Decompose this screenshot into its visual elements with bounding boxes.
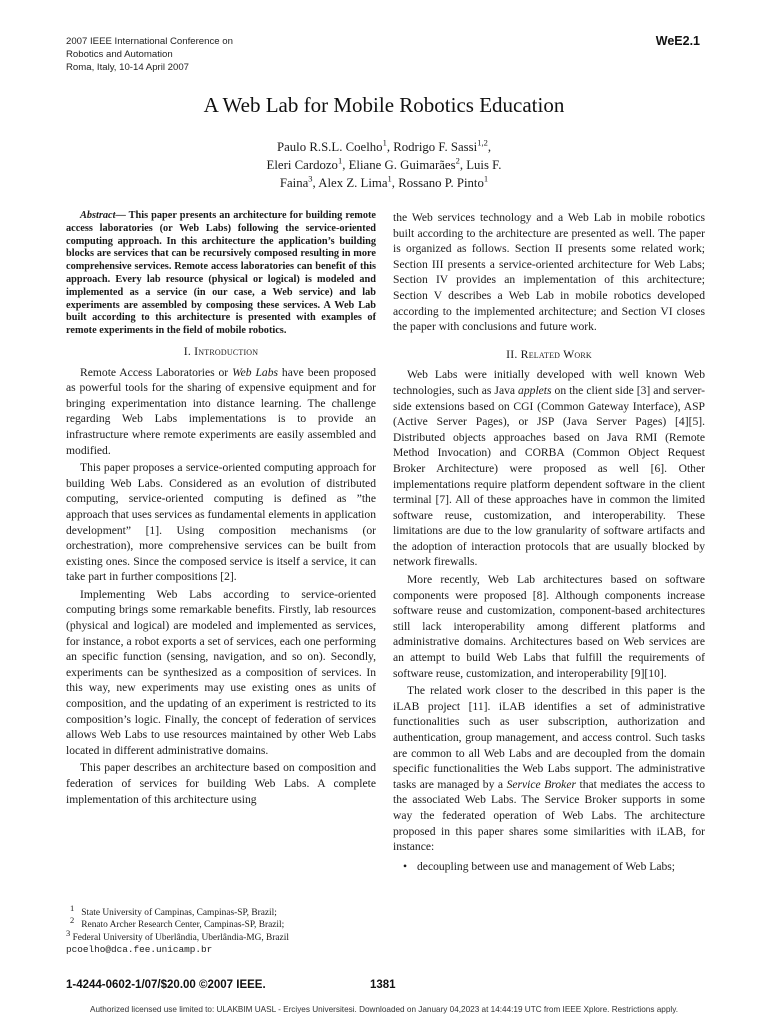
- right-column: [393, 210, 705, 874]
- copyright-notice: 1-4244-0602-1/07/$20.00 ©2007 IEEE.: [66, 979, 266, 991]
- author-separator: ,: [487, 140, 492, 154]
- paragraph-text: Web Labs were initially developed with well known Web technologies, such as Java: [393, 368, 705, 397]
- paragraph: the Web services technology and a Web Lab in mobile robotics built according to the architecture are presented as well. The paper is organized as follows. Section II presents some related work; Section III presents a service-oriented architecture for Web Labs; Section IV provides an implementation of this architecture; Section V describes a Web Lab in mobile robotics developed according to the implemented architecture; and Section VI closes the paper with conclusions and future work.: [393, 211, 705, 334]
- footnote: [66, 902, 376, 919]
- footnote-text: Federal University of Uberlândia, Uberlândia-MG, Brazil: [72, 932, 289, 943]
- author-name: Eleri Cardozo: [266, 158, 338, 172]
- paragraph: Implementing Web Labs according to service-oriented computing brings some remarkable benefits. Firstly, lab resources (physical and logical) are modeled and implemented as services, for instance, a robot exports a set of services, each one performing an specific function (sensing, navigation, and so on). Secondly, experiments can be synthesized as a composition of services. In this way, new experiments may use existing ones as units of composition, and the updating of an experiment is restricted to its composition’s logic. Finally, the concept of federation of services allows Web Labs to use resources maintained by other Web Labs located in different administrative domains.: [66, 587, 376, 757]
- author-name: Paulo R.S.L. Coelho: [276, 140, 383, 154]
- emphasis: Web Labs: [232, 365, 279, 379]
- footnotes: [66, 902, 376, 957]
- paragraph: [393, 367, 705, 570]
- affiliation-mark: 1: [387, 173, 392, 184]
- author-name: , Eliane G. Guimarães: [342, 158, 456, 172]
- abstract-label: Abstract: [80, 210, 116, 221]
- affiliation-mark: 1: [483, 173, 489, 184]
- author-line: [0, 174, 768, 192]
- list-item: [393, 859, 705, 875]
- footnote-mark: 1: [70, 902, 75, 913]
- abstract-dash: —: [115, 210, 129, 221]
- abstract: [66, 210, 376, 338]
- footnote-mark: 2: [70, 915, 75, 926]
- contact-email: pcoelho@dca.fee.unicamp.br: [66, 944, 213, 956]
- session-code: WeE2.1: [655, 34, 700, 48]
- paragraph-text: The related work closer to the described in this paper is the iLAB project [11]. iLAB identifies a set of administrative functionalities such as user subscription, authorization and authentication, group management, and access control. Such tasks are common to all Web Labs and are decoupled from the domain specific functionalities the Web Labs support. The administrative tasks are managed by a: [393, 684, 705, 791]
- author-line: [0, 156, 768, 174]
- author-line: [0, 138, 768, 156]
- footnote-text: State University of Campinas, Campinas-SP, Brazil;: [81, 908, 277, 918]
- page-number: 1381: [370, 979, 396, 991]
- section-heading-introduction: I. Introduction: [183, 343, 259, 358]
- conference-line: Roma, Italy, 10-14 April 2007: [66, 62, 190, 73]
- conference-info: [66, 35, 233, 74]
- emphasis: Service Broker: [506, 777, 576, 791]
- emphasis: applets: [518, 383, 552, 397]
- abstract-text: This paper presents an architecture for building remote access laboratories (or Web Labs) following the service-oriented computing approach. In this architecture the application’s building blocks are services that can be recursively composed resulting in more comprehensive services. Remote access laboratories can benefit of this approach. Every lab resource (physical or logical) is modeled and implemented as a service (in our case, a Web service) and lab experiments are assembled by composing these services. A Web Lab built according to this architecture is presented with examples of remote experiments in the field of mobile robotics.: [66, 210, 377, 337]
- footnote: [66, 915, 376, 931]
- paragraph-text: Remote Access Laboratories or: [80, 365, 233, 379]
- paragraph: This paper proposes a service-oriented computing approach for building Web Labs. Considered as an evolution of distributed computing, service-oriented computing is defined as ”the approach that uses services as fundamental elements in application development” [1]. Using composition mechanisms (or orchestration), more comprehensive services can be built from existing ones. Since the composed service is itself a service, it can take part in further compositions [2].: [66, 461, 376, 584]
- list-item-text: decoupling between use and management of Web Labs;: [417, 859, 676, 873]
- conference-line: 2007 IEEE International Conference on: [66, 36, 233, 47]
- left-column: [66, 210, 376, 807]
- paragraph-text: that mediates the access to the associated Web Labs. The Service Broker supports in some way the federated operation of Web Labs. The architecture proposed in this paper shares some similarities with iLAB, for instance:: [393, 777, 706, 854]
- footnote: [66, 927, 376, 944]
- section-heading-related-work: II. Related Work: [506, 346, 592, 361]
- affiliation-mark: 1: [382, 137, 387, 148]
- paper-title: A Web Lab for Mobile Robotics Education: [203, 93, 565, 117]
- paragraph: More recently, Web Lab architectures based on software components were proposed [8]. Although components increase software reuse and customization, component-based architectures still lack interoperability among different platforms and administrative domains. Architectures based on Web services are an attempt to build Web Labs that fulfill the requirements of software reuse, customization, and interoperability [9][10].: [393, 573, 705, 680]
- affiliation-mark: 1: [337, 155, 343, 166]
- footnote-text: Renato Archer Research Center, Campinas-SP, Brazil;: [81, 920, 285, 931]
- conference-line: Robotics and Automation: [66, 49, 173, 60]
- affiliation-mark: 3: [308, 173, 313, 184]
- author-name: , Luis F.: [459, 158, 502, 172]
- author-list: [0, 138, 768, 192]
- author-name: , Rossano P. Pinto: [391, 176, 484, 190]
- bullet-icon: •: [403, 859, 408, 873]
- bullet-list: [393, 859, 705, 875]
- author-name: Faina: [279, 176, 309, 190]
- affiliation-mark: 2: [455, 155, 460, 166]
- paragraph-text: on the client side [3] and server-side extensions based on CGI (Common Gateway Interface), ASP (Active Server Pages), or JSP (Java Server Pages) [4][5]. Distributed objects approaches based on Java RMI (Remote Method Invocation) and CORBA (Common Object Request Broker Architecture) were proposed as well [6]. Other implementations require platform dependent software in the client terminal [7]. All of these approaches have in common the limited software reuse, customization, and interoperability. These limitations are due to the low granularity of software artifacts and the adoption of interaction protocols that are usually blocked by network firewalls.: [393, 383, 705, 569]
- footnote-mark: 3: [66, 927, 71, 938]
- affiliation-mark: 1,2: [477, 137, 488, 148]
- paragraph: [393, 683, 705, 855]
- paragraph: [66, 365, 376, 459]
- paragraph-text: have been proposed as powerful tools for the sharing of expensive equipment and for bringing experimentation into distance learning. The challenge regarding Web Labs implementations is to provide an infrastructure where remote experiments are easily assembled and modified.: [66, 365, 376, 457]
- license-notice: Authorized licensed use limited to: ULAKBIM UASL - Erciyes Universitesi. Downloaded on January 04,2023 at 14:44:19 UTC from IEEE Xplore. Restrictions apply.: [90, 1005, 678, 1014]
- author-name: , Rodrigo F. Sassi: [386, 140, 478, 154]
- author-name: , Alex Z. Lima: [312, 176, 388, 190]
- paragraph: This paper describes an architecture based on composition and federation of services for building Web Labs. A complete implementation of this architecture using: [66, 761, 376, 806]
